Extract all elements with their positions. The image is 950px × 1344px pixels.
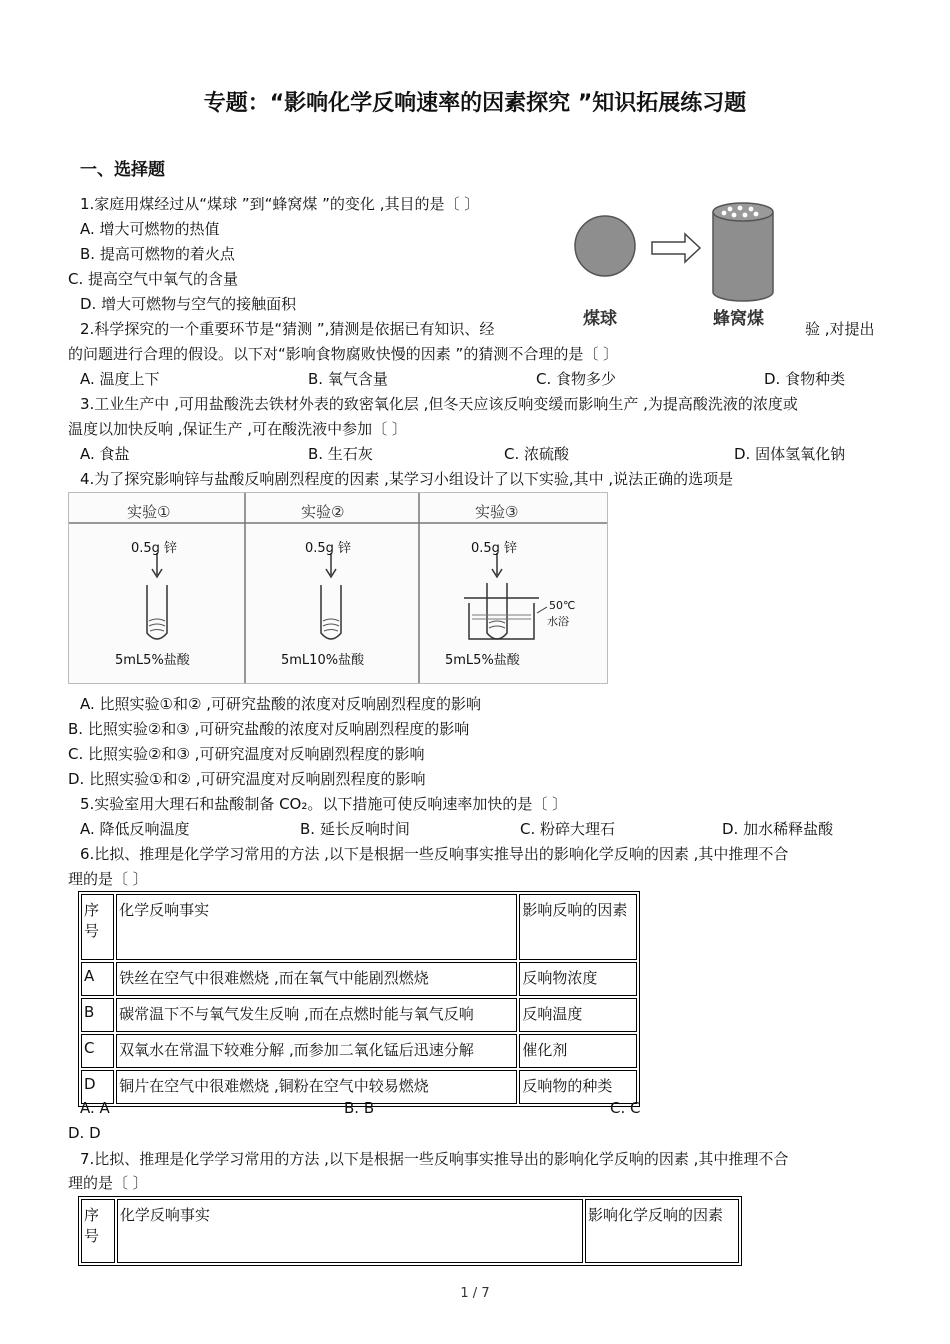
q6-option-b[interactable]: B. B [344, 1099, 375, 1117]
section-heading: 一、选择题 [80, 160, 165, 180]
table-cell: 催化剂 [519, 1034, 637, 1068]
honeycomb-coal-shape [713, 203, 773, 301]
page-number: 1 / 7 [460, 1286, 490, 1301]
table-cell: D [81, 1070, 114, 1104]
q7-table [78, 1196, 742, 1266]
q2-stem-part1: 2.科学探究的一个重要环节是“猜测 ”,猜测是依据已有知识、经 [80, 320, 495, 338]
coal-ball-label: 煤球 [583, 309, 617, 329]
q3-option-b[interactable]: B. 生石灰 [308, 445, 373, 463]
table-cell: 铜片在空气中很难燃烧 ,铜粉在空气中较易燃烧 [116, 1070, 517, 1104]
table-header-cell: 序号 [81, 1199, 115, 1263]
q6-table [78, 891, 640, 1107]
q5-option-d[interactable]: D. 加水稀释盐酸 [722, 820, 834, 838]
table-header-cell: 化学反响事实 [117, 1199, 583, 1263]
experiment-2-header: 实验② [301, 503, 345, 521]
table-row [81, 962, 637, 996]
q5-option-b[interactable]: B. 延长反响时间 [300, 820, 410, 838]
q3-option-c[interactable]: C. 浓硫酸 [504, 445, 570, 463]
experiment-3-acid: 5mL5%盐酸 [445, 653, 520, 668]
q3-stem-part2: 温度以加快反响 ,保证生产 ,可在酸洗液中参加〔 〕 [68, 420, 407, 438]
experiment-3-bath-temp: 50℃ [549, 599, 576, 612]
q5-option-c[interactable]: C. 粉碎大理石 [520, 820, 616, 838]
q2-stem-part2: 验 ,对提出 [805, 320, 875, 338]
experiment-3-header: 实验③ [475, 503, 519, 521]
experiment-1-acid: 5mL5%盐酸 [115, 653, 190, 668]
table-header-row [81, 1199, 739, 1263]
table-cell: 反响物的种类 [519, 1070, 637, 1104]
q4-stem: 4.为了探究影响锌与盐酸反响剧烈程度的因素 ,某学习小组设计了以下实验,其中 ,说法正确的选项是 [80, 470, 734, 488]
table-cell: B [81, 998, 114, 1032]
q6-option-a[interactable]: A. A [80, 1099, 110, 1117]
arrow-right-icon [652, 234, 700, 262]
table-cell: 反响物浓度 [519, 962, 637, 996]
table-cell: 双氧水在常温下较难分解 ,而参加二氧化锰后迅速分解 [116, 1034, 517, 1068]
water-bath-icon [464, 553, 547, 639]
experiment-1-header: 实验① [127, 503, 171, 521]
q4-option-c[interactable]: C. 比照实验②和③ ,可研究温度对反响剧烈程度的影响 [68, 745, 425, 763]
q4-option-a[interactable]: A. 比照实验①和② ,可研究盐酸的浓度对反响剧烈程度的影响 [80, 695, 481, 713]
q6-option-c[interactable]: C. C [610, 1099, 641, 1117]
q1-option-d[interactable]: D. 增大可燃物与空气的接触面积 [80, 295, 297, 313]
q2-option-b[interactable]: B. 氧气含量 [308, 370, 388, 388]
q1-stem: 1.家庭用煤经过从“煤球 ”到“蜂窝煤 ”的变化 ,其目的是〔 〕 [80, 195, 480, 213]
q5-option-a[interactable]: A. 降低反响温度 [80, 820, 190, 838]
q2-option-c[interactable]: C. 食物多少 [536, 370, 617, 388]
table-cell: 反响温度 [519, 998, 637, 1032]
q4-option-b[interactable]: B. 比照实验②和③ ,可研究盐酸的浓度对反响剧烈程度的影响 [68, 720, 470, 738]
table-row [81, 998, 637, 1032]
table-header-row [81, 894, 637, 960]
q2-option-a[interactable]: A. 温度上下 [80, 370, 160, 388]
q1-option-a[interactable]: A. 增大可燃物的热值 [80, 220, 220, 238]
table-cell: A [81, 962, 114, 996]
q6-option-d[interactable]: D. D [68, 1124, 101, 1142]
experiment-2-solid: 0.5g 锌 [305, 541, 352, 556]
table-header-cell: 影响反响的因素 [519, 894, 637, 960]
table-row [81, 1034, 637, 1068]
table-cell: C [81, 1034, 114, 1068]
q6-stem-part1: 6.比拟、推理是化学学习常用的方法 ,以下是根据一些反响事实推导出的影响化学反响的因素 ,其中推理不合 [80, 845, 789, 863]
q3-option-a[interactable]: A. 食盐 [80, 445, 130, 463]
q3-option-d[interactable]: D. 固体氢氧化钠 [734, 445, 846, 463]
table-cell: 铁丝在空气中很难燃烧 ,而在氧气中能剧烈燃烧 [116, 962, 517, 996]
experiment-2-acid: 5mL10%盐酸 [281, 653, 365, 668]
test-tube-1-icon [147, 553, 167, 639]
experiment-1-solid: 0.5g 锌 [131, 541, 178, 556]
q1-option-b[interactable]: B. 提高可燃物的着火点 [80, 245, 235, 263]
table-cell: 碳常温下不与氧气发生反响 ,而在点燃时能与氧气反响 [116, 998, 517, 1032]
experiment-3-solid: 0.5g 锌 [471, 541, 518, 556]
experiment-figure [68, 492, 608, 684]
page-title: 专题：“影响化学反响速率的因素探究 ”知识拓展练习题 [203, 91, 747, 116]
q4-option-d[interactable]: D. 比照实验①和② ,可研究温度对反响剧烈程度的影响 [68, 770, 426, 788]
q2-option-d[interactable]: D. 食物种类 [764, 370, 846, 388]
experiment-3-bath-label: 水浴 [547, 615, 569, 628]
q7-stem-part1: 7.比拟、推理是化学学习常用的方法 ,以下是根据一些反响事实推导出的影响化学反响的因素 ,其中推理不合 [80, 1150, 789, 1168]
table-header-cell: 序号 [81, 894, 114, 960]
honeycomb-coal-label: 蜂窝煤 [713, 309, 764, 329]
table-header-cell: 化学反响事实 [116, 894, 517, 960]
q2-stem-part3: 的问题进行合理的假设。以下对“影响食物腐败快慢的因素 ”的猜测不合理的是〔 〕 [68, 345, 619, 363]
q6-stem-part2: 理的是〔 〕 [68, 870, 148, 888]
table-header-cell: 影响化学反响的因素 [585, 1199, 739, 1263]
q7-stem-part2: 理的是〔 〕 [68, 1174, 148, 1192]
q1-option-c[interactable]: C. 提高空气中氧气的含量 [68, 270, 239, 288]
test-tube-2-icon [321, 553, 341, 639]
coal-ball-shape [575, 216, 635, 276]
q5-stem: 5.实验室用大理石和盐酸制备 CO₂。以下措施可使反响速率加快的是〔 〕 [80, 795, 568, 813]
q3-stem-part1: 3.工业生产中 ,可用盐酸洗去铁材外表的致密氧化层 ,但冬天应该反响变缓而影响生产 ,为提高酸洗液的浓度或 [80, 395, 798, 413]
